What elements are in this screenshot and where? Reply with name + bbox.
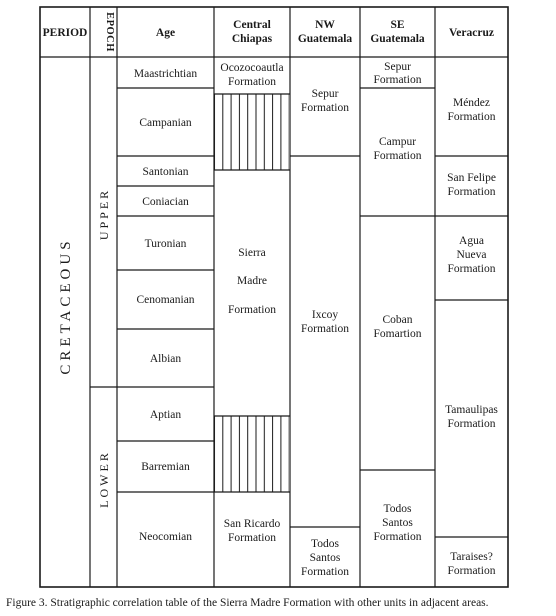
- header-age: Age: [155, 27, 176, 39]
- se-unit-sepur: Sepur: [384, 61, 411, 73]
- veracruz-unit-tamaulipas: Formation: [447, 418, 496, 430]
- hiatus-hatch-lower: [214, 416, 289, 492]
- hiatus-hatch-upper: [214, 94, 289, 170]
- chiapas-unit-ocozocoautla: Formation: [228, 76, 276, 88]
- age-label: Aptian: [149, 409, 182, 421]
- header-period: PERIOD: [42, 27, 88, 39]
- se-unit-coban: Coban: [382, 314, 413, 326]
- age-label: Coniacian: [142, 196, 189, 208]
- veracruz-unit-tamaulipas: Tamaulipas: [445, 404, 498, 416]
- veracruz-unit-san-felipe: Formation: [447, 186, 496, 198]
- header-se-guatemala-2: Guatemala: [370, 33, 425, 45]
- chiapas-unit-san-ricardo: Formation: [228, 532, 276, 544]
- age-label: Campanian: [139, 117, 192, 129]
- se-unit-campur: Formation: [373, 150, 422, 162]
- figure-caption: Figure 3. Stratigraphic correlation table of the Sierra Madre Formation with other units in adjacent areas.: [6, 597, 489, 609]
- age-label: Santonian: [142, 166, 189, 178]
- age-label: Barremian: [141, 461, 190, 473]
- age-label: Turonian: [144, 238, 187, 250]
- veracruz-unit-agua-nueva: Nueva: [456, 249, 487, 261]
- header-epoch: EPOCH: [104, 12, 115, 52]
- se-unit-todos-santos: Todos: [383, 503, 412, 515]
- nw-unit-todos-santos: Todos: [311, 538, 339, 550]
- chiapas-unit-ocozocoautla: Ocozocoautla: [220, 62, 284, 74]
- nw-unit-todos-santos: Santos: [309, 552, 341, 564]
- se-unit-todos-santos: Formation: [373, 531, 422, 543]
- se-unit-todos-santos: Santos: [382, 517, 413, 529]
- se-unit-campur: Campur: [378, 136, 417, 148]
- header-central-chiapas-2: Chiapas: [231, 33, 273, 45]
- chiapas-unit-sierra-madre: Sierra: [238, 247, 266, 259]
- chiapas-unit-sierra-madre: Formation: [228, 304, 276, 316]
- header-veracruz: Veracruz: [449, 27, 494, 39]
- nw-unit-todos-santos: Formation: [301, 566, 349, 578]
- veracruz-unit-mendez: Méndez: [452, 97, 491, 109]
- veracruz-unit-agua-nueva: Agua: [459, 235, 484, 247]
- nw-unit-ixcoy: Formation: [301, 323, 349, 335]
- age-label: Cenomanian: [136, 294, 195, 306]
- period-label: CRETACEOUS: [58, 237, 74, 375]
- header-nw-guatemala-2: Guatemala: [297, 33, 353, 45]
- chiapas-unit-san-ricardo: San Ricardo: [223, 518, 281, 530]
- se-unit-coban: Fomartion: [373, 328, 422, 340]
- nw-unit-ixcoy: Ixcoy: [311, 309, 339, 321]
- veracruz-unit-mendez: Formation: [447, 111, 496, 123]
- age-label: Neocomian: [138, 531, 193, 543]
- veracruz-unit-agua-nueva: Formation: [447, 263, 496, 275]
- se-unit-sepur: Formation: [373, 74, 422, 86]
- veracruz-unit-taraises: Taraises?: [450, 551, 493, 563]
- nw-unit-sepur: Sepur: [311, 88, 339, 100]
- epoch-label-lower: LOWER: [97, 450, 111, 508]
- age-label: Albian: [149, 353, 182, 365]
- chiapas-unit-sierra-madre: Madre: [236, 275, 268, 287]
- header-nw-guatemala-1: NW: [315, 19, 335, 31]
- veracruz-unit-taraises: Formation: [447, 565, 496, 577]
- age-label: Maastrichtian: [133, 68, 198, 80]
- header-se-guatemala-1: SE: [390, 19, 405, 31]
- nw-unit-sepur: Formation: [301, 102, 349, 114]
- header-central-chiapas-1: Central: [233, 19, 271, 31]
- veracruz-unit-san-felipe: San Felipe: [447, 172, 496, 184]
- epoch-label-upper: UPPER: [97, 187, 111, 241]
